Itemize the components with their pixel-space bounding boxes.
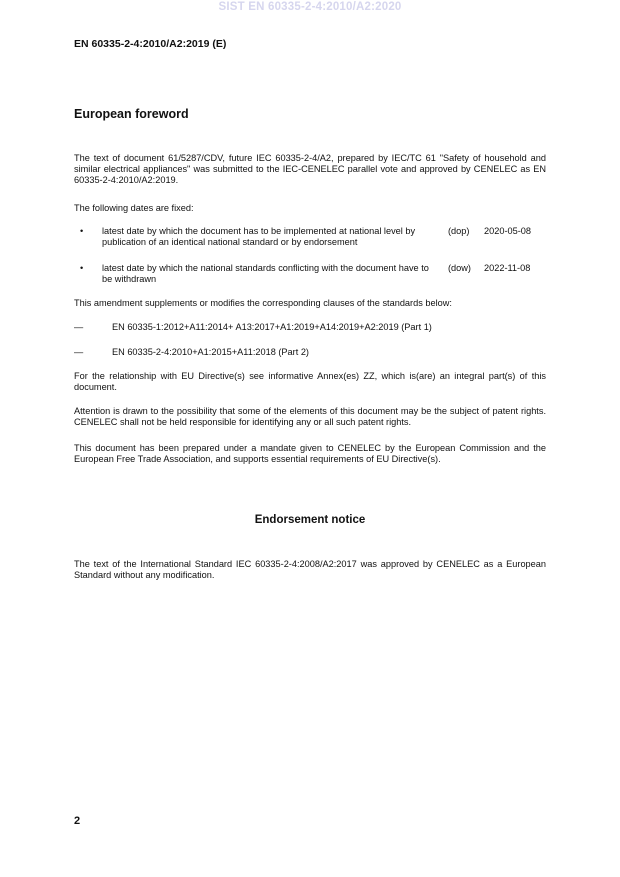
amendment-intro: This amendment supplements or modifies the corresponding clauses of the standards below: xyxy=(74,298,452,308)
date-code: (dop) xyxy=(448,226,470,236)
section-title-endorsement-notice: Endorsement notice xyxy=(254,514,366,526)
endorsement-paragraph: The text of the International Standard IEC 60335-2-4:2008/A2:2017 was approved by CENELEC as a European Standard without any modification. xyxy=(74,559,546,581)
watermark: SIST EN 60335-2-4:2010/A2:2020 xyxy=(218,1,402,13)
standard-text: EN 60335-1:2012+A11:2014+ A13:2017+A1:2019+A14:2019+A2:2019 (Part 1) xyxy=(112,322,432,332)
date-code: (dow) xyxy=(448,263,471,273)
date-value: 2022-11-08 xyxy=(484,263,531,273)
bullet-icon: • xyxy=(80,226,84,236)
standard-text: EN 60335-2-4:2010+A1:2015+A11:2018 (Part 2) xyxy=(112,347,309,357)
bullet-icon: • xyxy=(80,263,84,273)
foreword-intro-paragraph: The text of document 61/5287/CDV, future IEC 60335-2-4/A2, prepared by IEC/TC 61 "Safety of household and similar electrical appliances" was submitted to the IEC-CENELEC parallel vote and approved by CENELEC as EN 60335-2-4:2010/A2:2019. xyxy=(74,153,546,186)
date-value: 2020-05-08 xyxy=(484,226,531,236)
date-description: latest date by which the document has to be implemented at national level by publication of an identical national standard or by endorsement xyxy=(102,226,416,248)
page-number: 2 xyxy=(74,815,81,827)
document-id: EN 60335-2-4:2010/A2:2019 (E) xyxy=(74,38,227,50)
section-title-european-foreword: European foreword xyxy=(74,107,189,121)
date-description: latest date by which the national standards conflicting with the document have to be withdrawn xyxy=(102,263,429,285)
mandate-paragraph: This document has been prepared under a mandate given to CENELEC by the European Commission and the European Free Trade Association, and supports essential requirements of EU Directive(s). xyxy=(74,443,546,465)
dash-icon: — xyxy=(74,347,84,357)
eu-directive-paragraph: For the relationship with EU Directive(s) see informative Annex(es) ZZ, which is(are) an integral part(s) of this document. xyxy=(74,371,546,393)
dash-icon: — xyxy=(74,322,84,332)
dates-intro: The following dates are fixed: xyxy=(74,203,194,213)
patent-paragraph: Attention is drawn to the possibility that some of the elements of this document may be the subject of patent rights. CENELEC shall not be held responsible for identifying any or all such patent rights. xyxy=(74,406,546,428)
